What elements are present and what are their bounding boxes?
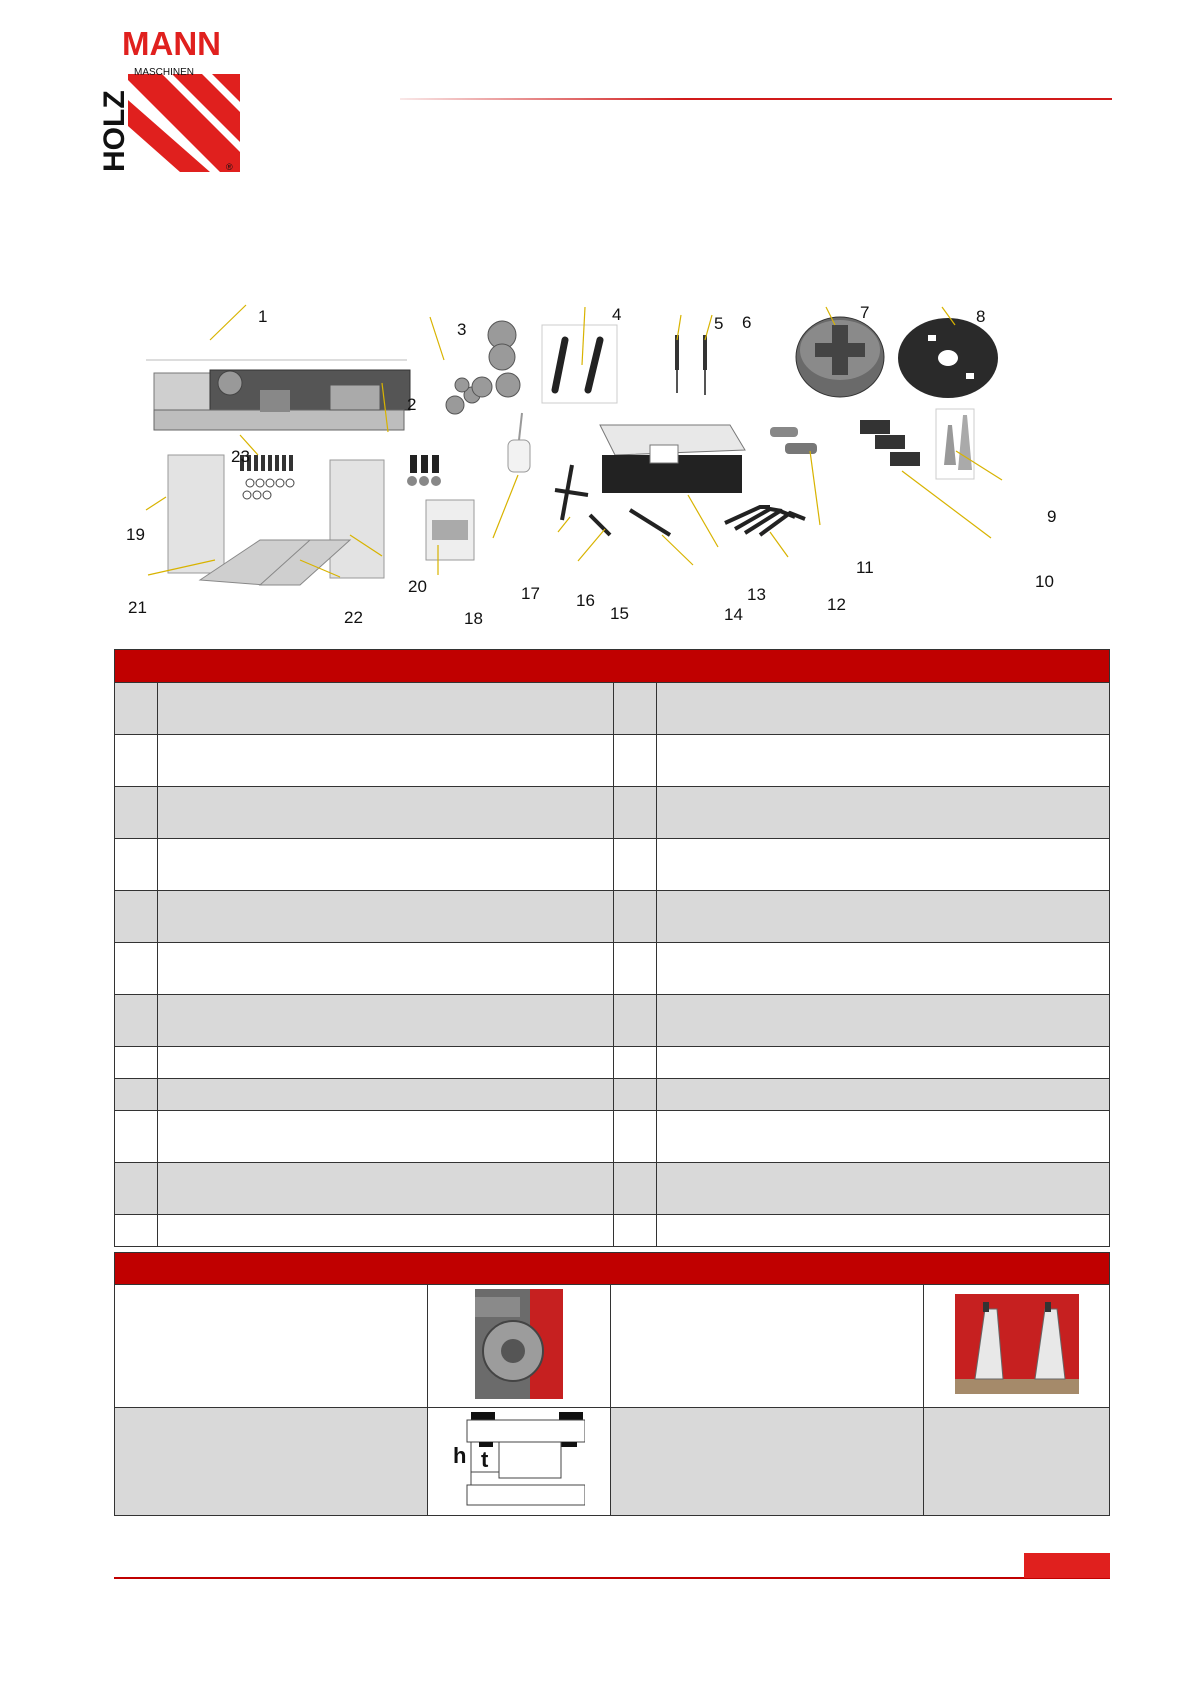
cell	[115, 995, 158, 1047]
cell	[115, 683, 158, 735]
cell	[158, 1215, 614, 1247]
cell	[657, 683, 1110, 735]
cell	[115, 1215, 158, 1247]
logo-brand-side: HOLZ	[100, 90, 131, 172]
cell	[614, 735, 657, 787]
table-row	[115, 1408, 1110, 1516]
logo-registered: ®	[226, 162, 233, 172]
cell	[614, 1079, 657, 1111]
callout-8: 8	[976, 307, 986, 326]
cell	[158, 1111, 614, 1163]
table-row	[115, 1285, 1110, 1408]
callout-5: 5	[714, 314, 724, 333]
cell	[924, 1408, 1110, 1516]
cell	[158, 1163, 614, 1215]
callout-4: 4	[612, 305, 622, 324]
holzmann-logo	[100, 30, 240, 172]
table-row	[115, 735, 1110, 787]
parts-table-header	[115, 650, 1110, 683]
cell	[115, 1111, 158, 1163]
callout-14: 14	[724, 605, 743, 624]
tool-height-diagram	[453, 1409, 585, 1509]
cell	[158, 891, 614, 943]
cell	[158, 943, 614, 995]
cell	[657, 735, 1110, 787]
cell	[614, 1111, 657, 1163]
cell	[158, 1047, 614, 1079]
cell	[115, 787, 158, 839]
callout-1: 1	[258, 307, 268, 326]
svg-text:h: h	[453, 1443, 467, 1468]
cell	[657, 1215, 1110, 1247]
cell	[158, 787, 614, 839]
table-row	[115, 683, 1110, 735]
cell	[115, 891, 158, 943]
callout-10: 10	[1035, 572, 1054, 591]
four-jaw-chuck-icon	[796, 317, 884, 397]
callout-23: 23	[231, 447, 250, 466]
cell	[115, 839, 158, 891]
options-table	[114, 1252, 1110, 1516]
table-row	[115, 1163, 1110, 1215]
oil-can-icon	[508, 413, 530, 472]
cell	[428, 1408, 611, 1516]
callout-17: 17	[521, 584, 540, 603]
footer-rule	[114, 1577, 1110, 1579]
header-band	[115, 1253, 1110, 1285]
cell	[614, 1047, 657, 1079]
cell	[614, 995, 657, 1047]
cell	[657, 995, 1110, 1047]
cell	[614, 891, 657, 943]
callout-9: 9	[1047, 507, 1057, 526]
header-rule	[400, 98, 1112, 100]
steady-chuck-photo	[475, 1289, 563, 1399]
table-row	[115, 1111, 1110, 1163]
options-table-header	[115, 1253, 1110, 1285]
cell	[428, 1285, 611, 1408]
callout-16: 16	[576, 591, 595, 610]
svg-text:t: t	[481, 1447, 489, 1472]
cell	[657, 839, 1110, 891]
callout-11: 11	[856, 558, 874, 577]
faceplate-icon	[898, 318, 998, 398]
cell	[115, 1408, 428, 1516]
cell	[115, 1285, 428, 1408]
table-row	[115, 891, 1110, 943]
table-row	[115, 1215, 1110, 1247]
table-row	[115, 995, 1110, 1047]
cell	[158, 735, 614, 787]
cell	[158, 995, 614, 1047]
toolbox-icon	[600, 425, 745, 493]
lathe-machine-icon	[146, 360, 410, 430]
cell	[614, 683, 657, 735]
cell	[657, 891, 1110, 943]
cell	[657, 1079, 1110, 1111]
cell	[158, 839, 614, 891]
cell	[657, 943, 1110, 995]
cell	[614, 1215, 657, 1247]
cell	[115, 1163, 158, 1215]
logo-brand-sub: MASCHINEN	[134, 67, 195, 78]
table-row	[115, 943, 1110, 995]
parts-table	[114, 649, 1110, 1247]
cell	[611, 1408, 924, 1516]
callout-19: 19	[126, 525, 145, 544]
cell	[115, 943, 158, 995]
callout-3: 3	[457, 320, 467, 339]
callout-15: 15	[610, 604, 629, 623]
logo-brand-top: MANN	[122, 30, 221, 62]
table-row	[115, 787, 1110, 839]
callout-13: 13	[747, 585, 766, 604]
callout-18: 18	[464, 609, 483, 628]
callout-20: 20	[408, 577, 427, 596]
page-number-tab	[1024, 1553, 1110, 1578]
callout-2: 2	[407, 395, 417, 414]
callout-22: 22	[344, 608, 363, 627]
cell	[657, 1047, 1110, 1079]
cell	[614, 839, 657, 891]
cell	[657, 787, 1110, 839]
cell	[614, 1163, 657, 1215]
callout-21: 21	[128, 598, 147, 617]
cell	[115, 735, 158, 787]
cell	[924, 1285, 1110, 1408]
cell	[614, 943, 657, 995]
callout-12: 12	[827, 595, 846, 614]
callout-6: 6	[742, 313, 752, 332]
cell	[115, 1047, 158, 1079]
callout-7: 7	[860, 303, 870, 322]
logo-graphic	[100, 30, 240, 172]
cell	[115, 1079, 158, 1111]
cell	[158, 683, 614, 735]
parts-diagram	[110, 295, 1110, 635]
bolts-icon	[407, 455, 441, 486]
table-row	[115, 1079, 1110, 1111]
header-band	[115, 650, 1110, 683]
cell	[657, 1111, 1110, 1163]
parts-illustration	[110, 295, 1110, 635]
cell	[158, 1079, 614, 1111]
cell	[657, 1163, 1110, 1215]
cell	[611, 1285, 924, 1408]
table-row	[115, 1047, 1110, 1079]
table-row	[115, 839, 1110, 891]
cell	[614, 787, 657, 839]
rest-photo	[955, 1294, 1079, 1394]
